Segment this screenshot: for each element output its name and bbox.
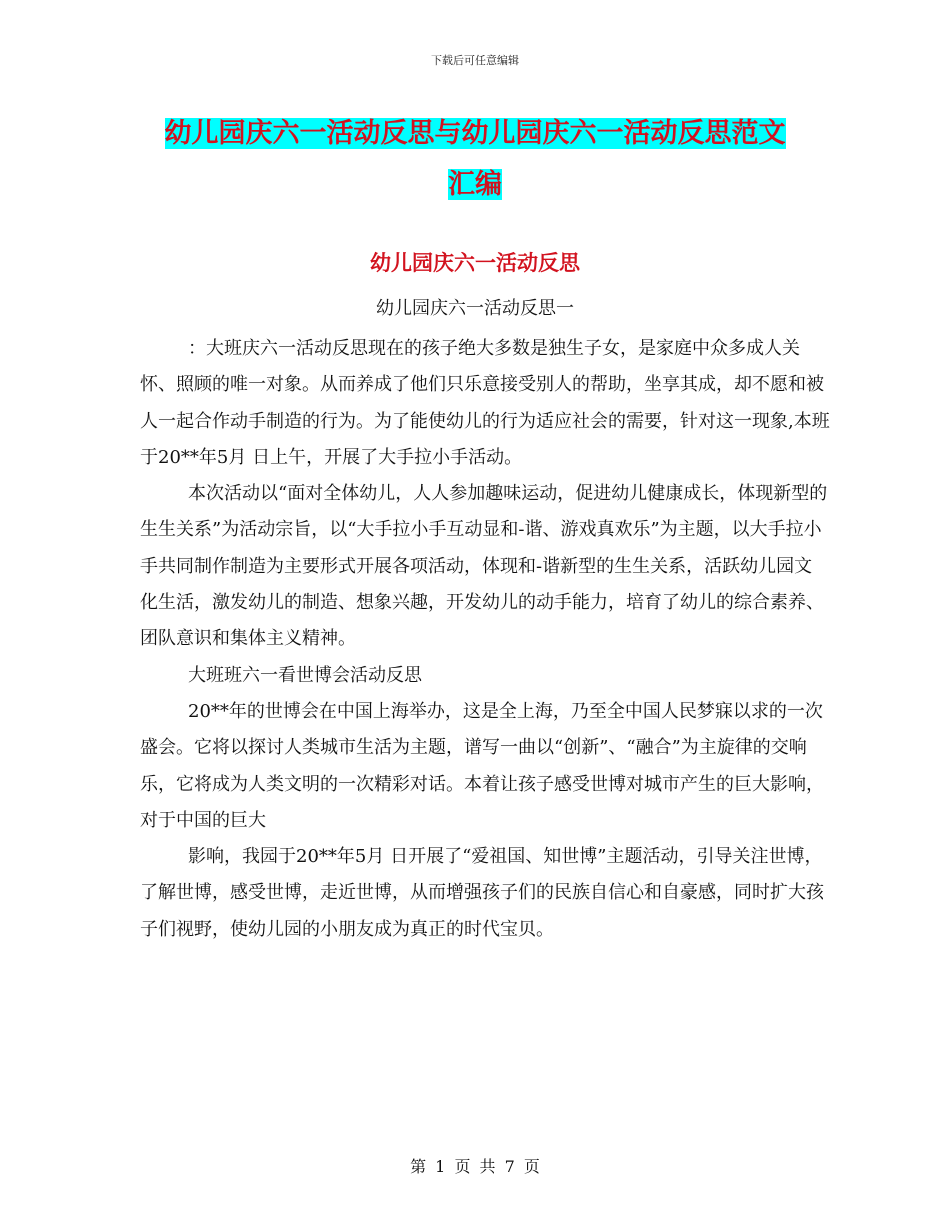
document-title bbox=[140, 108, 810, 210]
document-subtitle: 幼儿园庆六一活动反思 bbox=[370, 251, 580, 275]
page-header-note: 下载后可任意编辑 bbox=[431, 54, 519, 67]
paragraph-4: 20**年的世博会在中国上海举办，这是全上海，乃至全中国人民梦寐以求的一次盛会。它将以探讨人类城市生活为主题，谱写一曲以“创新”、“融合”为主旋律的交响乐，它将成为人类文明的一次精彩对话。本着让孩子感受世博对城市产生的巨大影响，对于中国的巨大 bbox=[140, 700, 824, 831]
document-title-line-1: 幼儿园庆六一活动反思与幼儿园庆六一活动反思范文 bbox=[164, 118, 786, 149]
paragraph-5: 影响，我园于20**年5月 日开展了“爱祖国、知世博”主题活动，引导关注世博，了解世博，感受世博，走近世博，从而增强孩子们的民族自信心和自豪感，同时扩大孩子们视野，使幼儿园的小朋友成为真正的时代宝贝。 bbox=[140, 846, 824, 940]
paragraph-1: ：大班庆六一活动反思现在的孩子绝大多数是独生子女，是家庭中众多成人关怀、照顾的唯一对象。从而养成了他们只乐意接受别人的帮助，坐享其成，却不愿和被人一起合作动手制造的行为。为了能使幼儿的行为适应社会的需要，针对这一现象,本班于20**年5月 日上午，开展了大手拉小手活动。 bbox=[140, 338, 830, 468]
paragraph-3-heading: 大班班六一看世博会活动反思 bbox=[188, 664, 422, 686]
document-title-line-2: 汇编 bbox=[448, 169, 502, 200]
paragraph-2: 本次活动以“面对全体幼儿，人人参加趣味运动，促进幼儿健康成长，体现新型的生生关系”为活动宗旨，以“大手拉小手互动显和-谐、游戏真欢乐”为主题，以大手拉小手共同制作制造为主要形式开展各项活动，体现和-谐新型的生生关系，活跃幼儿园文化生活，激发幼儿的制造、想象兴趣，开发幼儿的动手能力，培育了幼儿的综合素养、团队意识和集体主义精神。 bbox=[140, 483, 828, 650]
document-body bbox=[140, 331, 830, 948]
page-footer-page-number: 第 1 页 共 7 页 bbox=[410, 1157, 540, 1176]
section-title: 幼儿园庆六一活动反思一 bbox=[376, 298, 574, 319]
